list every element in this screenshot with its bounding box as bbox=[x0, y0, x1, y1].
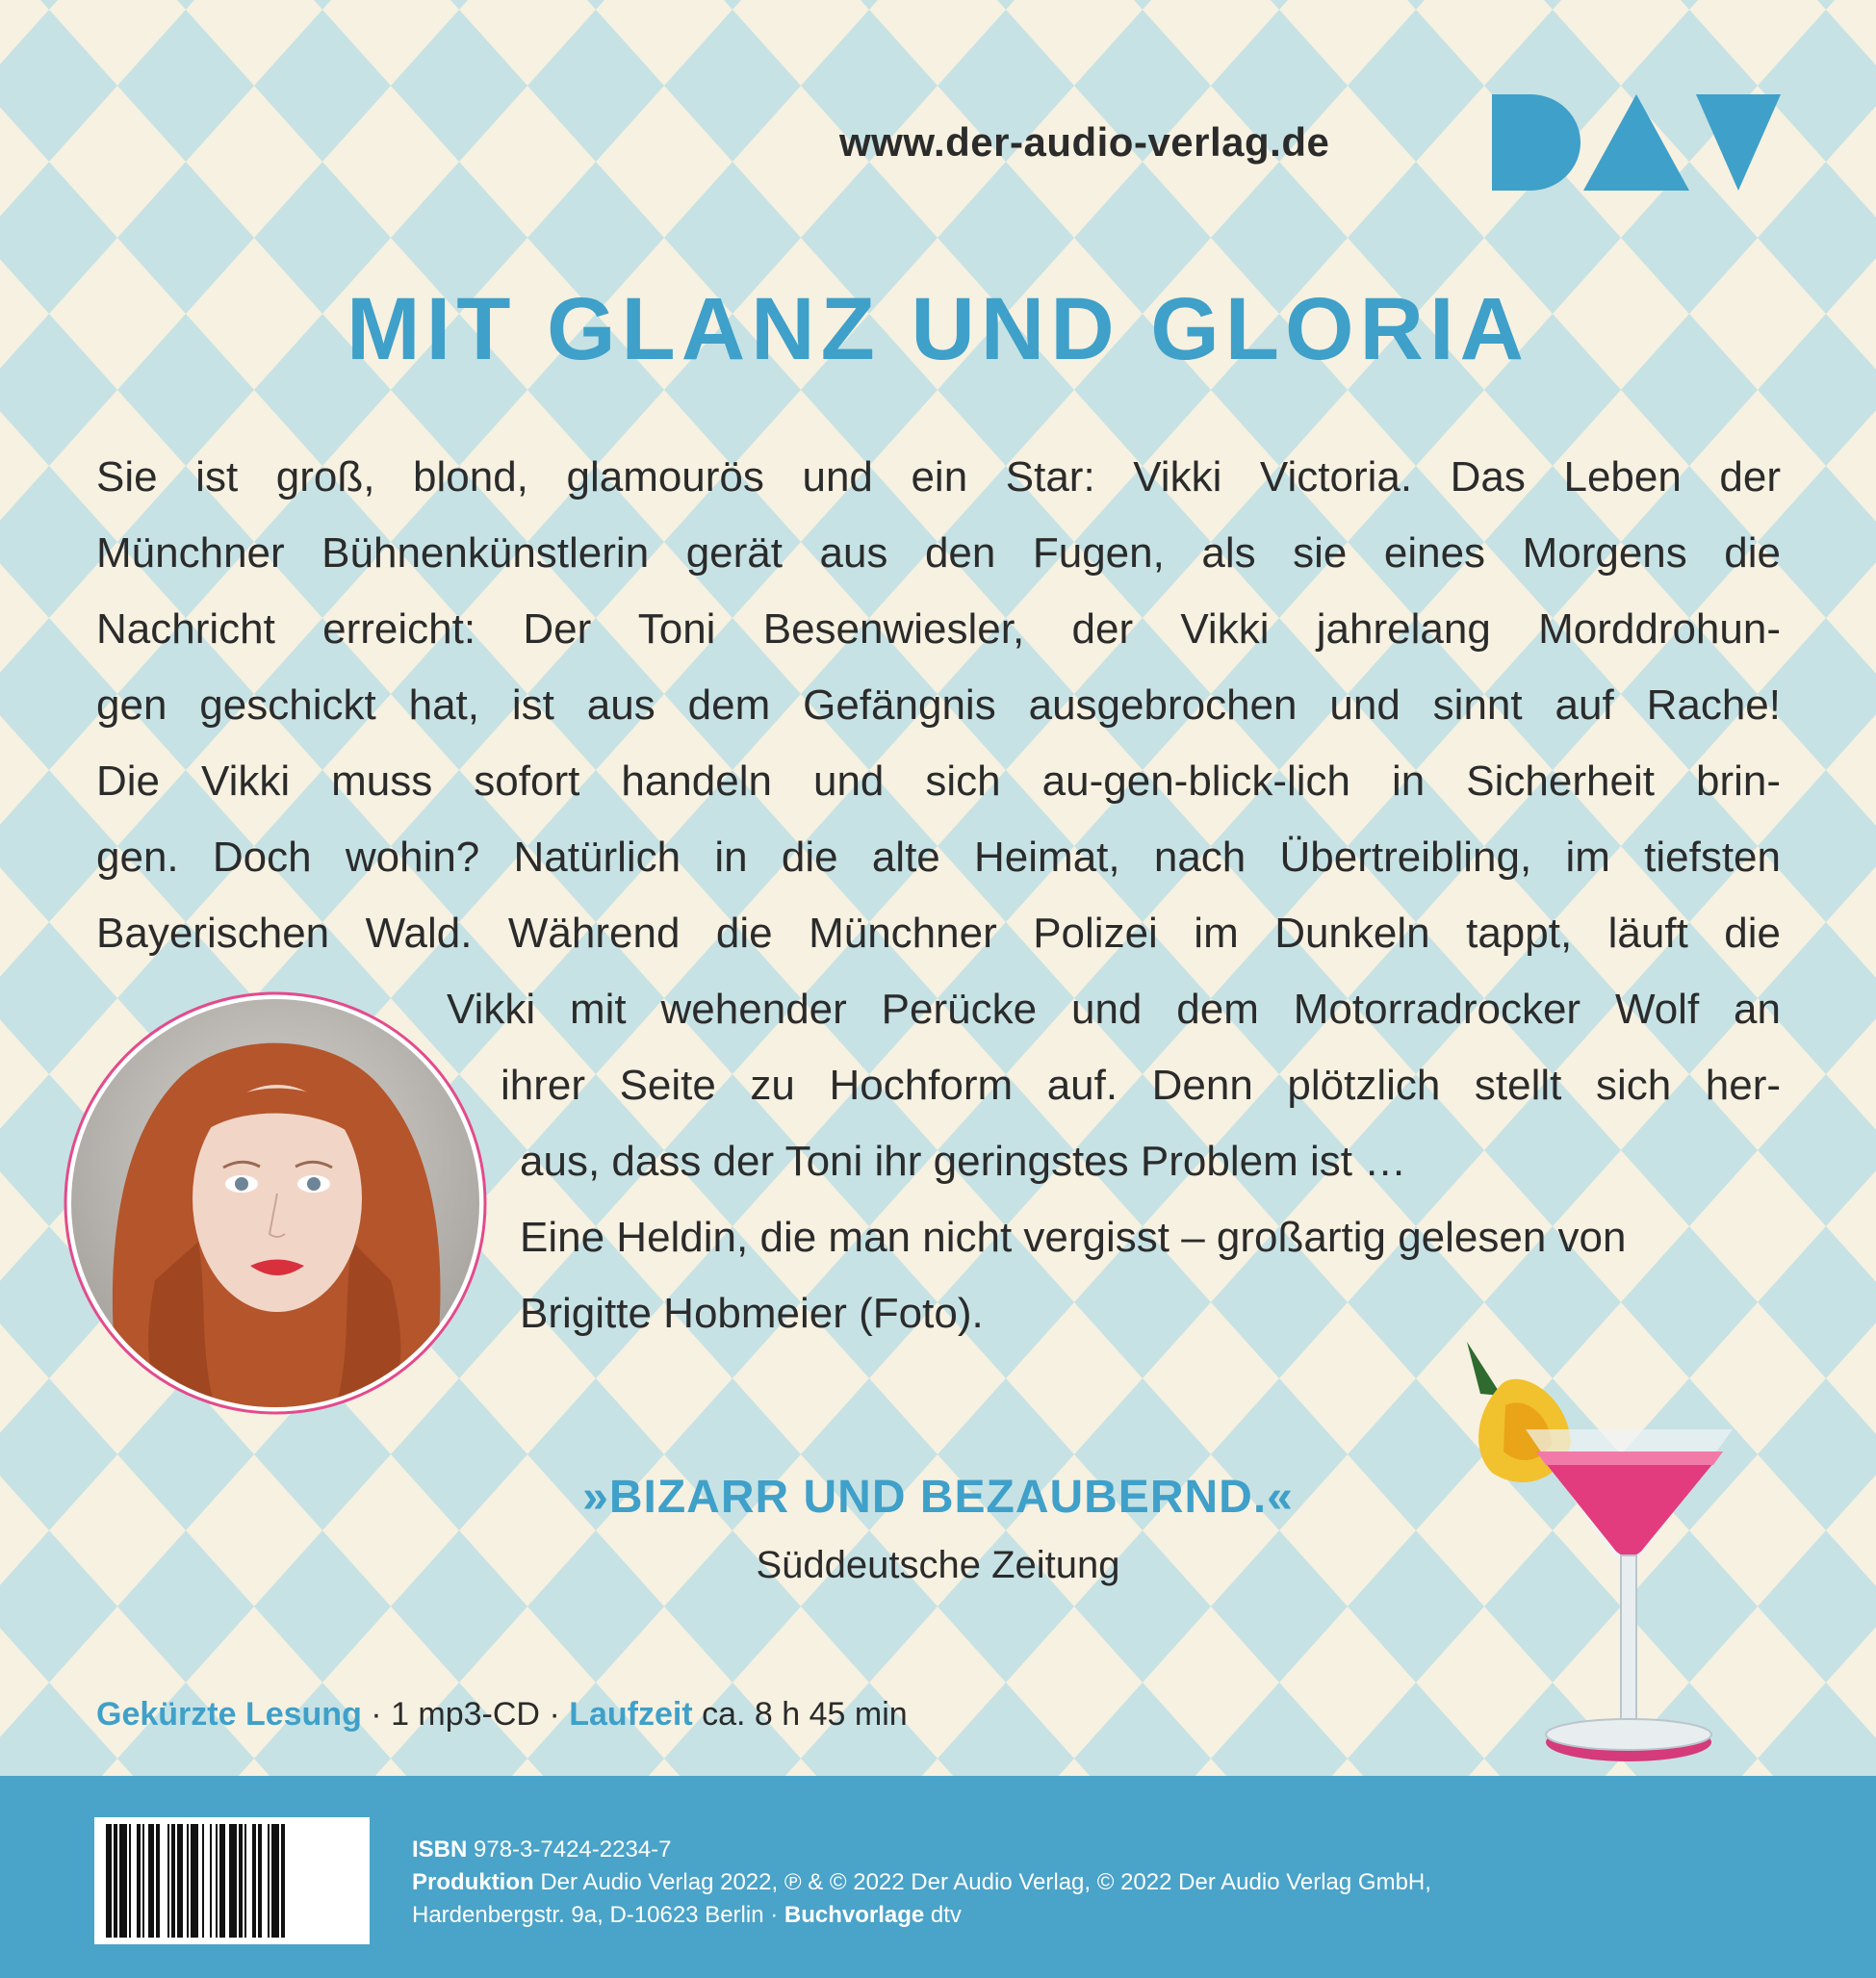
barcode bbox=[104, 1824, 360, 1938]
production-value: Der Audio Verlag 2022, ℗ & © 2022 Der Audio Verlag, © 2022 Der Audio Verlag GmbH, bbox=[533, 1869, 1431, 1895]
blurb-line: Bayerischen Wald. Während die Münchner Polizei im Dunkeln tappt, läuft die bbox=[96, 910, 1781, 957]
separator: · bbox=[361, 1696, 392, 1733]
barcode-bar bbox=[129, 1824, 131, 1938]
barcode-bar bbox=[216, 1824, 218, 1938]
barcode-bar bbox=[219, 1824, 225, 1938]
press-quote: »BIZARR UND BEZAUBERND.« bbox=[582, 1472, 1294, 1523]
isbn-label: ISBN bbox=[412, 1837, 468, 1862]
runtime-label: Laufzeit bbox=[569, 1696, 693, 1733]
media-info: 1 mp3-CD bbox=[391, 1696, 540, 1733]
barcode-bar bbox=[106, 1824, 112, 1938]
narrator-portrait bbox=[64, 991, 487, 1415]
barcode-bar bbox=[191, 1824, 198, 1938]
barcode-bar bbox=[252, 1824, 256, 1938]
blurb-line: Eine Heldin, die man nicht vergisst – großartig gelesen von bbox=[520, 1214, 1627, 1261]
production-label: Produktion bbox=[412, 1869, 534, 1895]
blurb-line: gen geschickt hat, ist aus dem Gefängnis ausgebrochen und sinnt auf Rache! bbox=[96, 681, 1781, 729]
barcode-bar bbox=[171, 1824, 175, 1938]
blurb-line: Münchner Bühnenkünstlerin gerät aus den Fugen, als sie eines Morgens die bbox=[96, 529, 1781, 577]
source-label: Buchvorlage bbox=[784, 1902, 925, 1928]
separator: · bbox=[540, 1696, 570, 1733]
barcode-bar bbox=[258, 1824, 262, 1938]
address-line bbox=[412, 1902, 962, 1929]
blurb-line: ihrer Seite zu Hochform auf. Denn plötzlich stellt sich her- bbox=[501, 1062, 1781, 1109]
barcode-bar bbox=[210, 1824, 212, 1938]
barcode-bar bbox=[281, 1824, 285, 1938]
website-url: www.der-audio-verlag.de bbox=[839, 119, 1330, 165]
blurb-line: aus, dass der Toni ihr geringstes Problem ist … bbox=[520, 1138, 1407, 1185]
barcode-bar bbox=[119, 1824, 127, 1938]
blurb-line: gen. Doch wohin? Natürlich in die alte Heimat, nach Übertreibling, im tiefsten bbox=[96, 834, 1781, 881]
barcode-bar bbox=[202, 1824, 204, 1938]
barcode-bar bbox=[229, 1824, 237, 1938]
barcode-bar bbox=[268, 1824, 270, 1938]
blurb-line: Die Vikki muss sofort handeln und sich au-gen-blick-lich in Sicherheit brin- bbox=[96, 758, 1781, 805]
barcode-bar bbox=[156, 1824, 160, 1938]
blurb-line: Sie ist groß, blond, glamourös und ein Star: Vikki Victoria. Das Leben der bbox=[96, 453, 1781, 501]
runtime-value: ca. 8 h 45 min bbox=[692, 1696, 908, 1733]
dav-logo bbox=[1492, 94, 1781, 191]
barcode-bar bbox=[187, 1824, 189, 1938]
barcode-bar bbox=[114, 1824, 117, 1938]
barcode-bar bbox=[239, 1824, 243, 1938]
production-line bbox=[412, 1869, 1431, 1896]
barcode-bar bbox=[148, 1824, 154, 1938]
address: Hardenbergstr. 9a, D-10623 Berlin · bbox=[412, 1902, 784, 1928]
product-info bbox=[96, 1696, 908, 1734]
source-value: dtv bbox=[924, 1902, 962, 1928]
blurb-line: Vikki mit wehender Perücke und dem Motorradrocker Wolf an bbox=[447, 986, 1781, 1033]
blurb-line: Brigitte Hobmeier (Foto). bbox=[520, 1290, 984, 1337]
barcode-bar bbox=[142, 1824, 144, 1938]
format-label: Gekürzte Lesung bbox=[96, 1696, 362, 1733]
headline: MIT GLANZ UND GLORIA bbox=[347, 280, 1529, 378]
barcode-bar bbox=[244, 1824, 246, 1938]
barcode-bar bbox=[271, 1824, 279, 1938]
barcode-bar bbox=[137, 1824, 141, 1938]
quote-source: Süddeutsche Zeitung bbox=[756, 1544, 1120, 1586]
isbn-line bbox=[412, 1837, 672, 1863]
barcode-bar bbox=[177, 1824, 183, 1938]
blurb-line: Nachricht erreicht: Der Toni Besenwiesler, der Vikki jahrelang Morddrohun- bbox=[96, 605, 1781, 653]
barcode-bar bbox=[167, 1824, 169, 1938]
isbn-value: 978-3-7424-2234-7 bbox=[467, 1837, 672, 1862]
